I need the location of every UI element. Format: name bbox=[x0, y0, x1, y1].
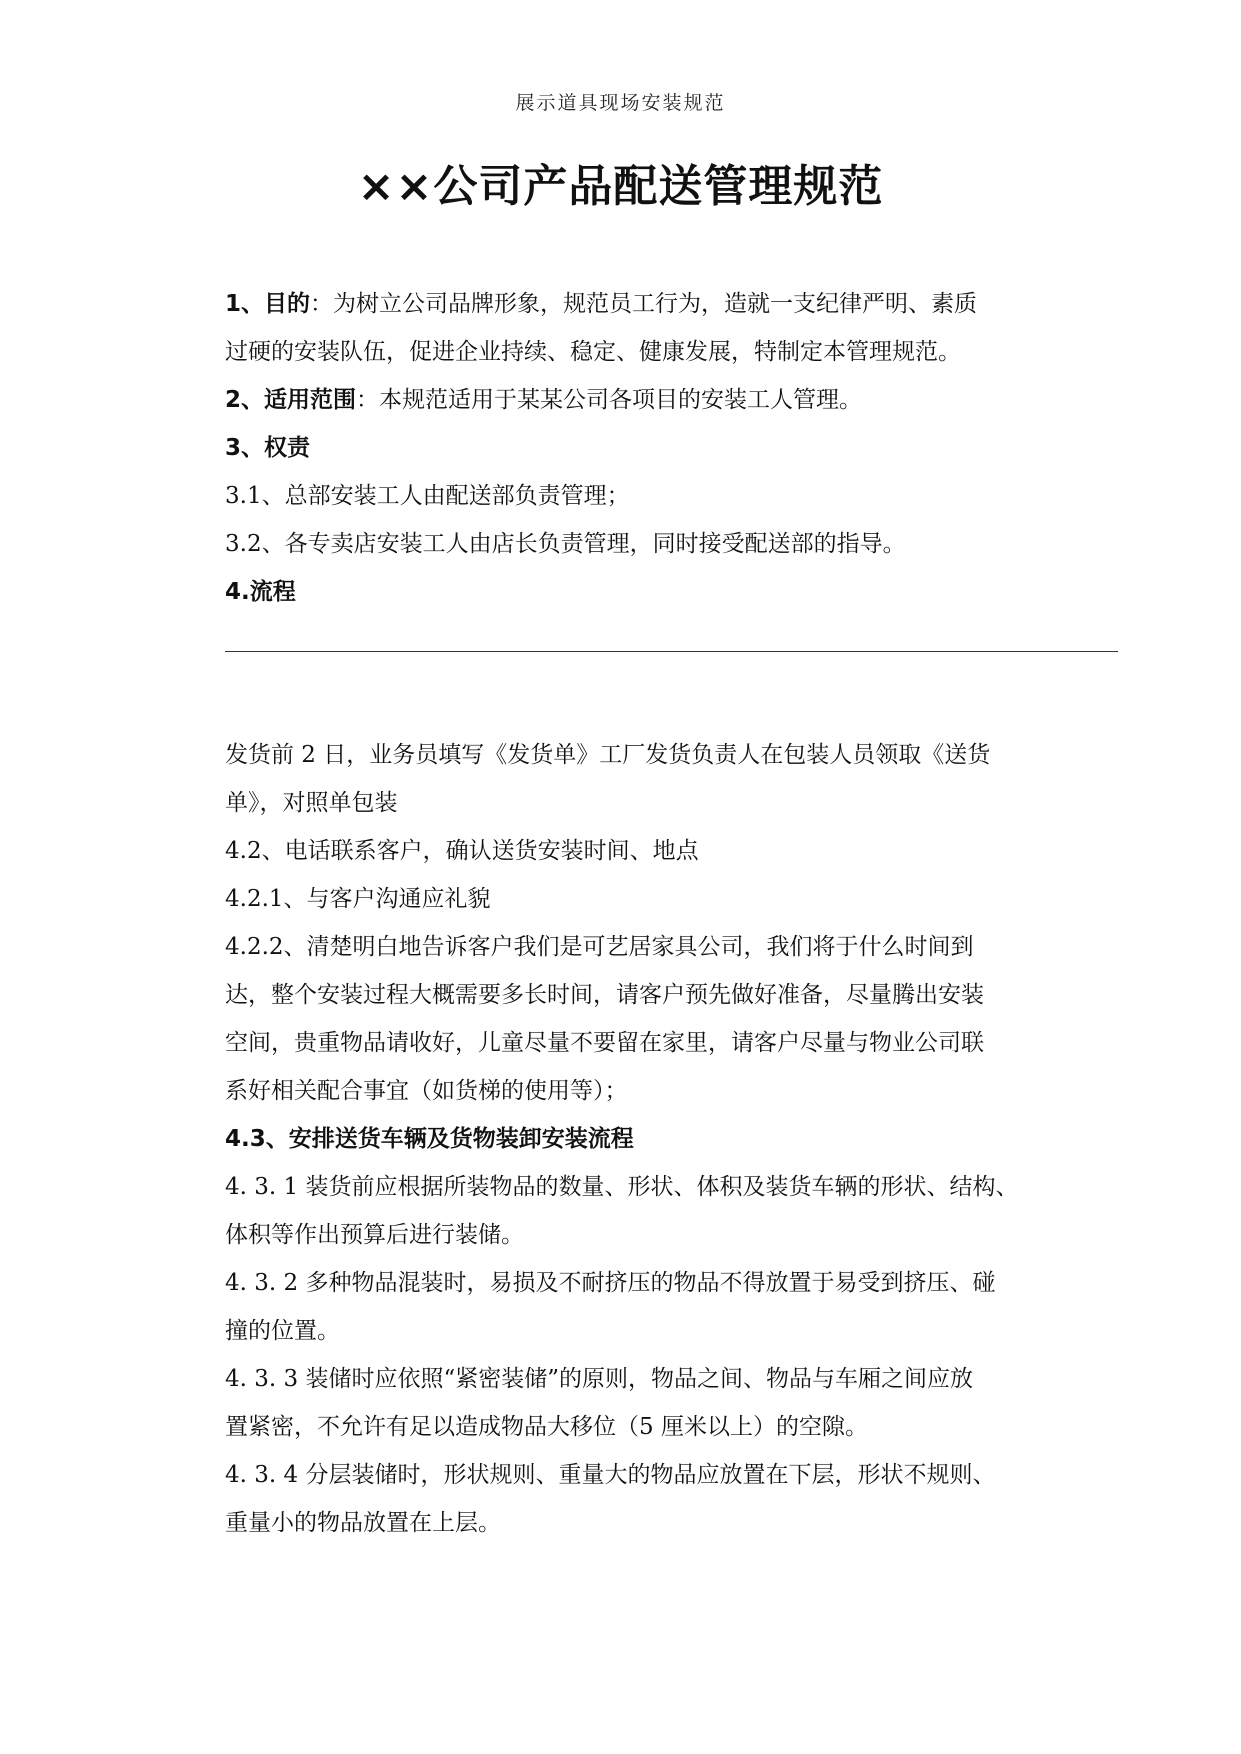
section-intro bbox=[225, 280, 1065, 616]
purpose-paragraph bbox=[225, 280, 1065, 328]
purpose-text-cont: 过硬的安装队伍，促进企业持续、稳定、健康发展，特制定本管理规范。 bbox=[225, 339, 961, 365]
step-4-3-4: 4. 3. 4 分层装储时，形状规则、重量大的物品应放置在下层，形状不规则、 bbox=[225, 1462, 996, 1488]
step-4-3-2-cont: 撞的位置。 bbox=[225, 1318, 340, 1344]
step-4-3-3: 4. 3. 3 装储时应依照“紧密装储”的原则，物品之间、物品与车厢之间应放 bbox=[225, 1366, 973, 1392]
section-process bbox=[225, 731, 1065, 1547]
step-4-3-1-cont: 体积等作出预算后进行装储。 bbox=[225, 1222, 524, 1248]
step-4-2: 4.2、电话联系客户，确认送货安装时间、地点 bbox=[225, 838, 699, 864]
document-title: ××公司产品配送管理规范 bbox=[357, 161, 884, 212]
duty-3-2: 3.2、各专卖店安装工人由店长负责管理，同时接受配送部的指导。 bbox=[225, 531, 906, 557]
step-4-2-2-cont-3: 系好相关配合事宜（如货梯的使用等）； bbox=[225, 1078, 628, 1104]
duty-3-1: 3.1、总部安装工人由配送部负责管理； bbox=[225, 483, 630, 509]
running-header: 展示道具现场安装规范 bbox=[515, 92, 726, 114]
step-4-3-heading: 4.3、安排送货车辆及货物装卸安装流程 bbox=[225, 1126, 634, 1152]
step-4-3-4-cont: 重量小的物品放置在上层。 bbox=[225, 1510, 501, 1536]
shipping-paragraph: 发货前 2 日，业务员填写《发货单》工厂发货负责人在包装人员领取《送货 bbox=[225, 742, 991, 768]
shipping-paragraph-cont: 单》，对照单包装 bbox=[225, 790, 398, 816]
step-4-2-2: 4.2.2、清楚明白地告诉客户我们是可艺居家具公司，我们将于什么时间到 bbox=[225, 934, 974, 960]
step-4-3-3-cont: 置紧密，不允许有足以造成物品大移位（5 厘米以上）的空隙。 bbox=[225, 1414, 868, 1440]
horizontal-rule bbox=[225, 651, 1118, 652]
purpose-label: 1、目的 bbox=[225, 291, 311, 317]
process-heading: 4.流程 bbox=[225, 579, 296, 605]
scope-text: ：本规范适用于某某公司各项目的安装工人管理。 bbox=[356, 387, 863, 413]
step-4-2-2-cont-2: 空间，贵重物品请收好，儿童尽量不要留在家里，请客户尽量与物业公司联 bbox=[225, 1030, 984, 1056]
duty-heading: 3、权责 bbox=[225, 435, 311, 461]
scope-paragraph bbox=[225, 376, 1065, 424]
step-4-3-1: 4. 3. 1 装货前应根据所装物品的数量、形状、体积及装货车辆的形状、结构、 bbox=[225, 1174, 1019, 1200]
purpose-text: ：为树立公司品牌形象，规范员工行为，造就一支纪律严明、素质 bbox=[310, 291, 978, 317]
scope-label: 2、适用范围 bbox=[225, 387, 357, 413]
step-4-2-1: 4.2.1、与客户沟通应礼貌 bbox=[225, 886, 491, 912]
step-4-2-2-cont-1: 达，整个安装过程大概需要多长时间，请客户预先做好准备，尽量腾出安装 bbox=[225, 982, 984, 1008]
step-4-3-2: 4. 3. 2 多种物品混装时，易损及不耐挤压的物品不得放置于易受到挤压、碰 bbox=[225, 1270, 996, 1296]
